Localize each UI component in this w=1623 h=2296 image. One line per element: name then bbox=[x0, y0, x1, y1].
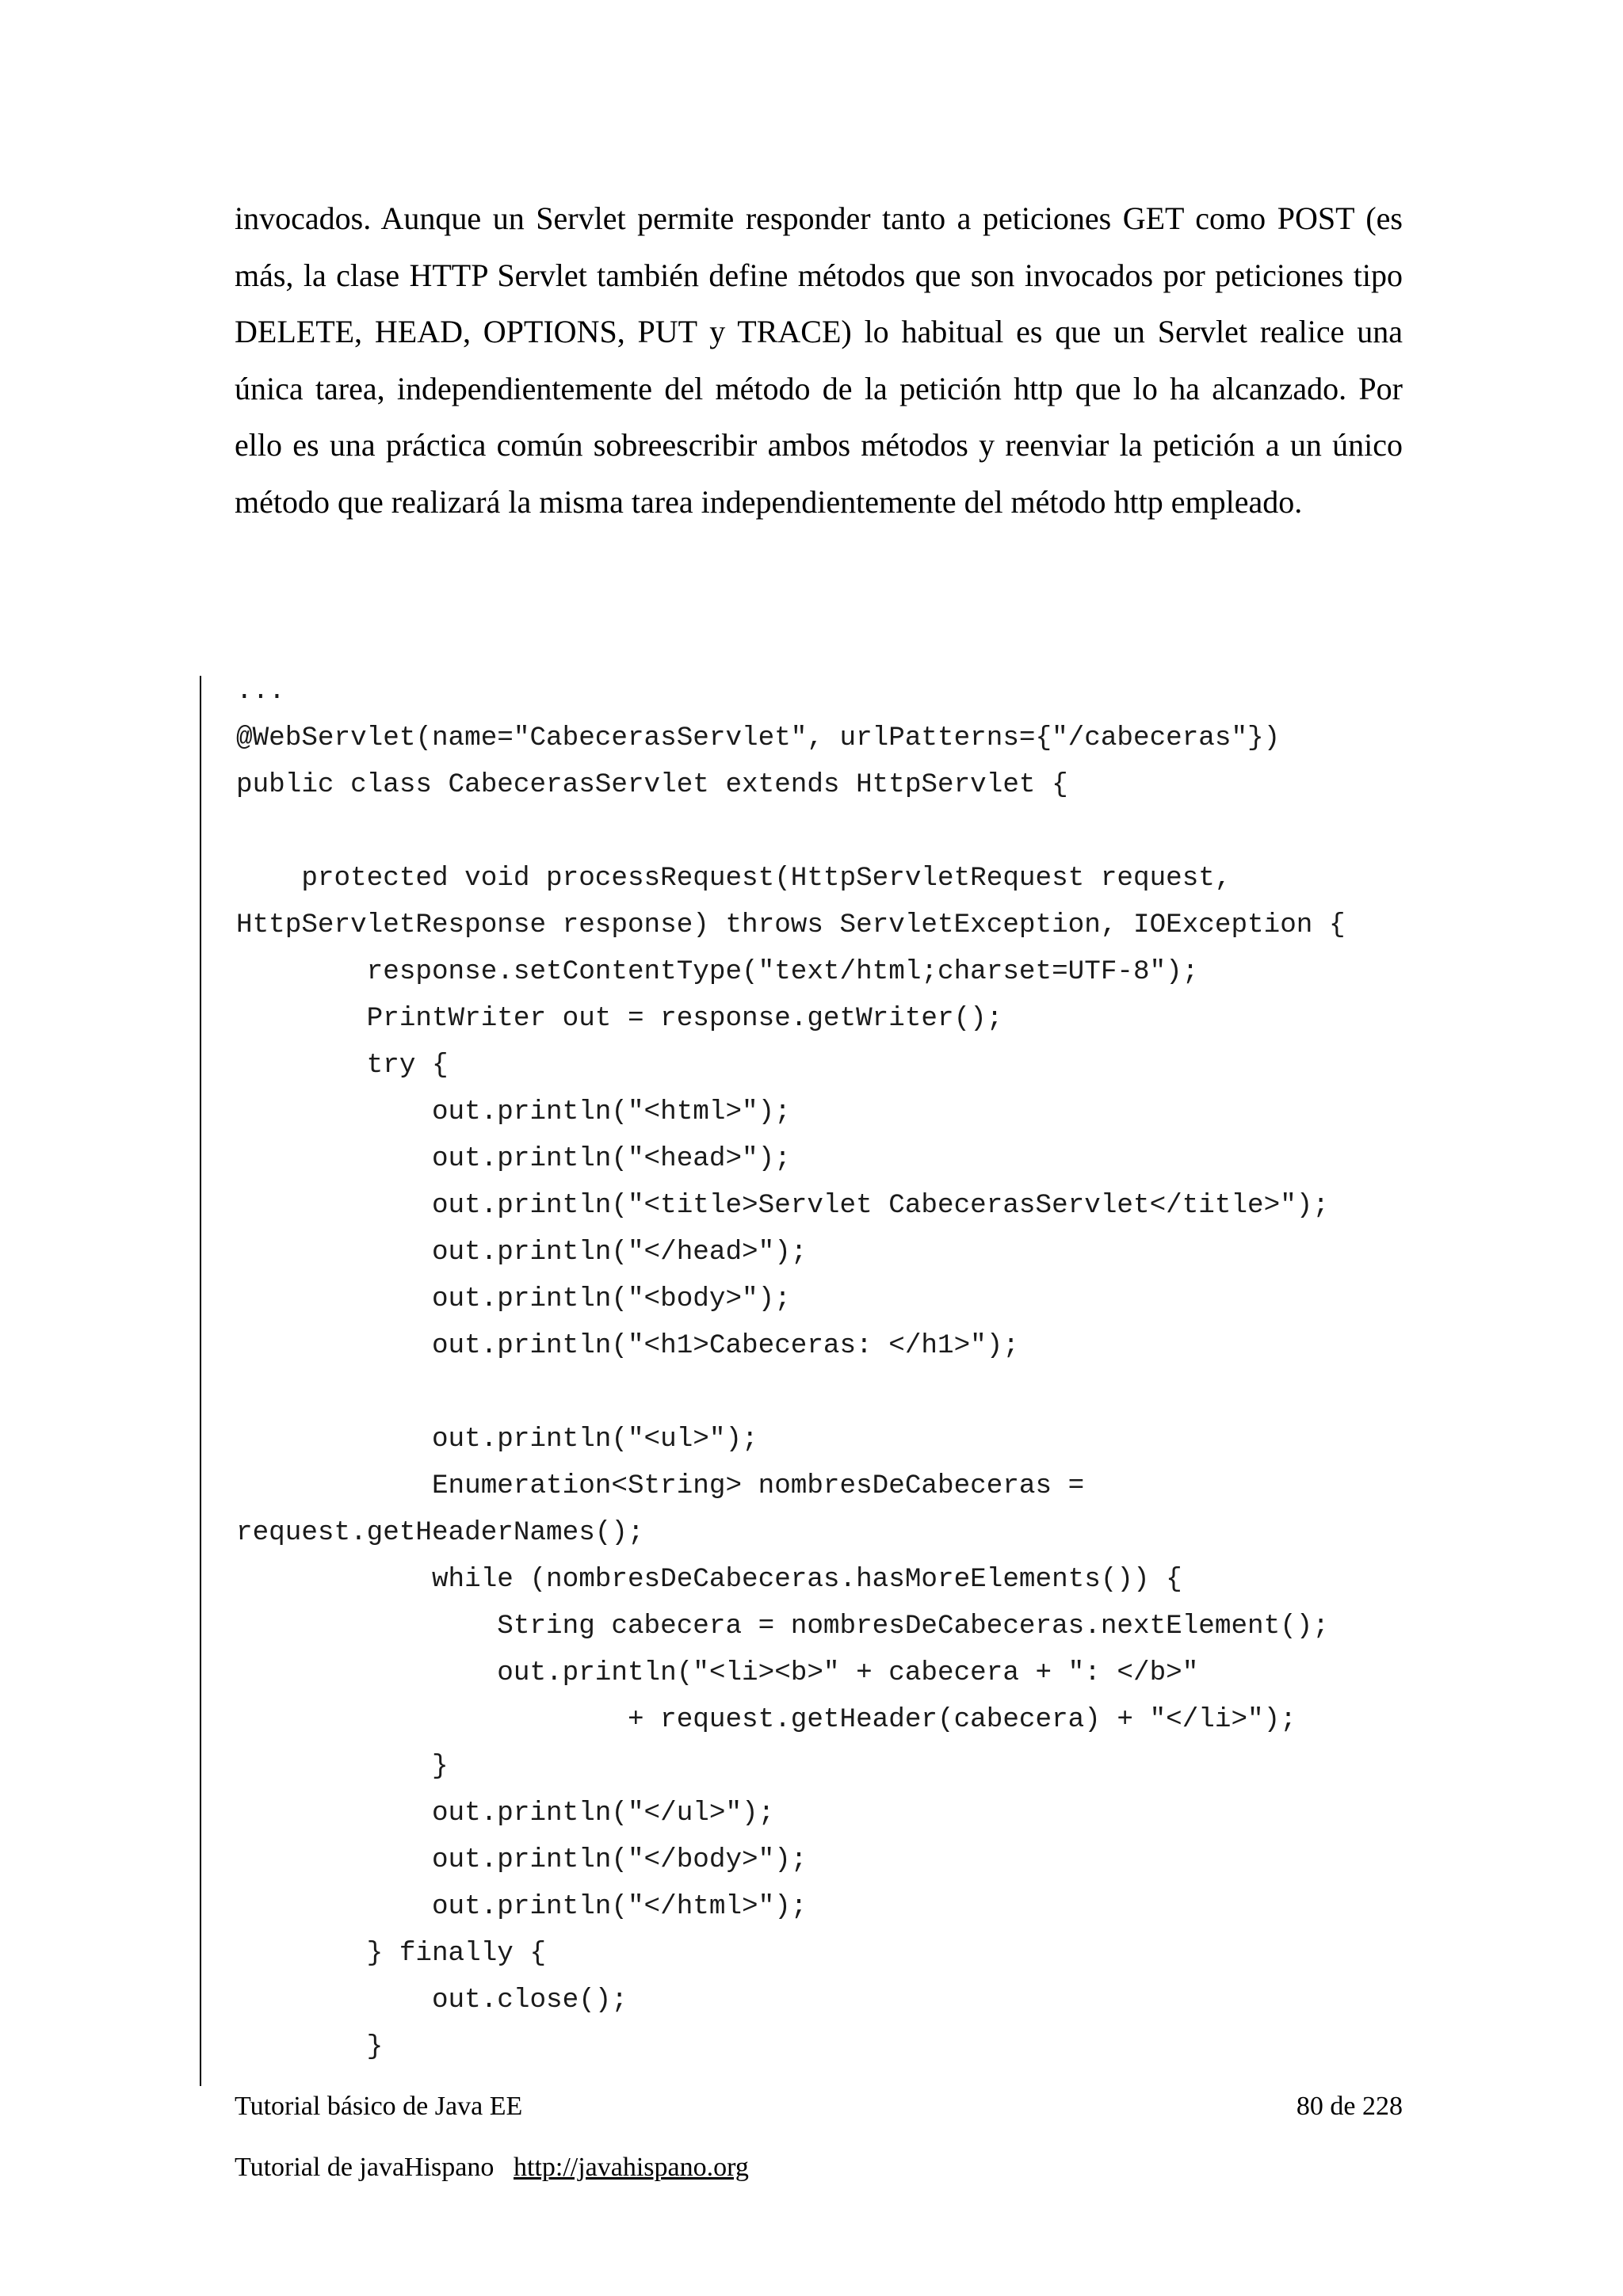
code-line: out.println("</html>"); bbox=[236, 1891, 808, 1922]
footer-document-title: Tutorial básico de Java EE bbox=[235, 2092, 523, 2121]
code-line: @WebServlet(name="CabecerasServlet", urlPatterns={"/cabeceras"}) bbox=[236, 723, 1281, 753]
code-line: + request.getHeader(cabecera) + "</li>"); bbox=[236, 1704, 1296, 1735]
code-line: out.close(); bbox=[236, 1985, 628, 2016]
body-paragraph: invocados. Aunque un Servlet permite responder tanto a peticiones GET como POST (es más, la clase HTTP Servlet también define métodos que son invocados por peticiones tipo DELETE, HEAD, OPTIONS, PUT y TRACE) lo habitual es que un Servlet realice una única tarea, independientemente del método de la petición http que lo ha alcanzado. Por ello es una práctica común sobreescribir ambos métodos y reenviar la petición a un único método que realizará la misma tarea independientemente del método http empleado. bbox=[235, 200, 1403, 520]
code-line: out.println("<title>Servlet CabecerasServlet</title>"); bbox=[236, 1190, 1329, 1221]
footer-site-label: Tutorial de javaHispano bbox=[235, 2153, 495, 2182]
code-line: } bbox=[236, 2031, 384, 2062]
code-line: out.println("<head>"); bbox=[236, 1143, 791, 1174]
code-line: out.println("<h1>Cabeceras: </h1>"); bbox=[236, 1330, 1019, 1361]
code-line: out.println("</body>"); bbox=[236, 1844, 808, 1875]
code-line: ... bbox=[236, 676, 285, 707]
code-line: while (nombresDeCabeceras.hasMoreElements()) { bbox=[236, 1564, 1182, 1595]
code-line: Enumeration<String> nombresDeCabeceras = bbox=[236, 1470, 1085, 1501]
code-line: protected void processRequest(HttpServletRequest request, bbox=[236, 863, 1232, 894]
code-line: HttpServletResponse response) throws ServletException, IOException { bbox=[236, 910, 1346, 940]
code-line: response.setContentType("text/html;charset=UTF-8"); bbox=[236, 956, 1199, 987]
code-line: try { bbox=[236, 1050, 449, 1081]
code-line: out.println("<body>"); bbox=[236, 1283, 791, 1314]
code-listing bbox=[200, 676, 1406, 2086]
code-line: out.println("</head>"); bbox=[236, 1237, 808, 1268]
code-line: request.getHeaderNames(); bbox=[236, 1517, 644, 1548]
code-line: PrintWriter out = response.getWriter(); bbox=[236, 1003, 1003, 1034]
code-line: out.println("</ul>"); bbox=[236, 1798, 775, 1829]
code-line: out.println("<li><b>" + cabecera + ": </b>" bbox=[236, 1657, 1199, 1688]
code-line: out.println("<html>"); bbox=[236, 1097, 791, 1127]
code-line: } bbox=[236, 1751, 449, 1782]
footer-site-link[interactable]: http://javahispano.org bbox=[514, 2153, 749, 2182]
code-line: } finally { bbox=[236, 1938, 547, 1969]
code-line: public class CabecerasServlet extends HttpServlet { bbox=[236, 769, 1068, 800]
code-line: String cabecera = nombresDeCabeceras.nextElement(); bbox=[236, 1611, 1329, 1642]
code-line: out.println("<ul>"); bbox=[236, 1424, 758, 1455]
footer-page-number: 80 de 228 bbox=[1296, 2092, 1403, 2121]
